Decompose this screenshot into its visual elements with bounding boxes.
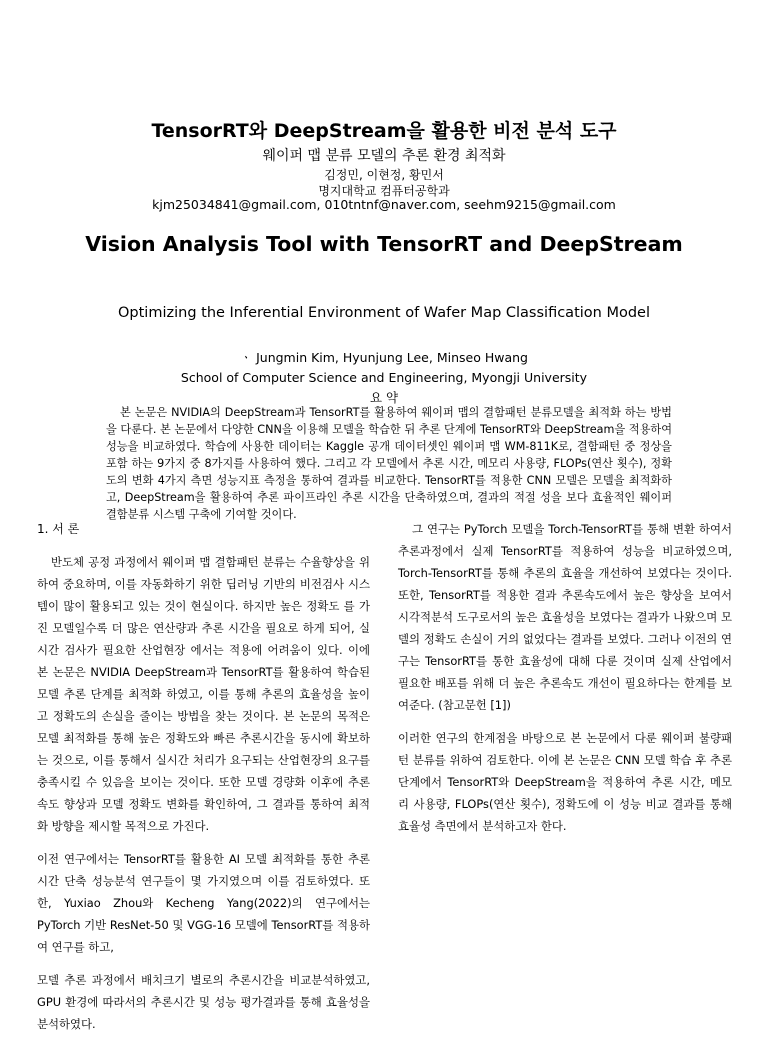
body-paragraph: 그 연구는 PyTorch 모델을 Torch-TensorRT를 통해 변환 하여서 추론과정에서 실제 TensorRT를 적용하여 성능을 비교하였으며, Torch-TensorRT를 통해 추론의 효율을 개선하여 보였다는 것이다. 또한, TensorRT를 적용한 결과 추론속도에서 높은 향상을 보여서 시각적분석 도구로서의 높은 효율성을 보였다는 결과가 나왔으며 모델의 정확도 손실이 거의 없었다는 결과를 보였다. 그러나 이전의 연구는 TensorRT를 통한 효율성에 대해 다룬 것이며 실제 산업에서 필요한 배포를 위해 더 높은 추론속도 개선이 필요하다는 한계를 보여준다. (참고문헌 [1]) bbox=[398, 522, 732, 712]
body-paragraph: 이전 연구에서는 TensorRT를 활용한 AI 모델 최적화를 통한 추론 시간 단축 성능분석 연구들이 몇 가지였으며 이를 검토하였다. 또한, Yuxiao Zhou와 Kecheng Yang(2022)의 연구에서는 PyTorch 기반 ResNet-50 및 VGG-16 모델에 TensorRT를 적용하여 연구를 하고, bbox=[37, 852, 370, 954]
body-paragraph: 이러한 연구의 한계점을 바탕으로 본 논문에서 다룬 웨이퍼 불량패턴 분류를 위하여 검토한다. 이에 본 논문은 CNN 모델 학습 후 추론 단계에서 TensorRT와 DeepStream을 적용하여 추론 시간, 메모리 사용량, FLOPs(연산 횟수), 정확도에 이 성능 비교 결과를 통해 효율성 측면에서 분석하고자 한다. bbox=[398, 731, 732, 833]
english-affiliation: School of Computer Science and Engineering, Myongji University bbox=[180, 370, 588, 385]
english-title: Vision Analysis Tool with TensorRT and DeepStream bbox=[85, 232, 683, 256]
korean-subtitle: 웨이퍼 맵 분류 모델의 추론 환경 최적화 bbox=[262, 148, 506, 164]
body-paragraph: 모델 추론 과정에서 배치크기 별로의 추론시간을 비교분석하였고, GPU 환경에 따라서의 추론시간 및 성능 평가결과를 통해 효율성을 분석하였다. bbox=[37, 973, 370, 1031]
right-column bbox=[398, 518, 732, 848]
korean-affiliation: 명지대학교 컴퓨터공학과 bbox=[318, 184, 450, 198]
korean-authors: 김정민, 이현정, 황민서 bbox=[324, 168, 444, 182]
body-paragraph: 반도체 공정 과정에서 웨이퍼 맵 결함패턴 분류는 수율향상을 위하여 중요하며, 이를 자동화하기 위한 딥러닝 기반의 비전검사 시스템이 많이 활용되고 있는 것이 현실이다. 하지만 높은 정확도 를 가진 모델일수록 더 많은 연산량과 추론 시간을 필요로 하게 되어, 실시간 검사가 필요한 산업현장 에서는 적용에 어려움이 있다. 이에 본 논문은 NVIDIA DeepStream과 TensorRT를 활용하여 학습된 모델 추론 단계를 최적화 하였고, 이를 통해 추론의 효율성을 높이고 정확도의 손실을 줄이는 방법을 찾는 것이다. 본 논문의 목적은 모델 최적화를 통해 높은 정확도와 빠른 추론시간을 동시에 확보하는 것으로, 이를 통해서 실시간 처리가 요구되는 산업현장의 요구를 충족시킬 수 있음을 보이는 것이다. 또한 모델 경량화 이후에 추론속도 향상과 모델 정확도 변화를 확인하여, 그 결과를 통하여 최적화 방향을 제시할 목적으로 가진다. bbox=[37, 555, 370, 833]
author-emails: kjm25034841@gmail.com, 010tntnf@naver.com, seehm9215@gmail.com bbox=[152, 197, 616, 212]
english-subtitle: Optimizing the Inferential Environment of Wafer Map Classification Model bbox=[118, 305, 650, 321]
abstract-text: 본 논문은 NVIDIA의 DeepStream과 TensorRT를 활용하여 웨이퍼 맵의 결함패턴 분류모델을 최적화 하는 방법을 다룬다. 본 논문에서 다양한 CNN을 이용해 모델을 학습한 뒤 추론 단계에 TensorRT와 DeepStream을 적용하여 성능을 비교하였다. 학습에 사용한 데이터는 Kaggle 공개 데이터셋인 웨이퍼 맵 WM-811K로, 결함패턴 중 정상을 포함 하는 9가지 중 8가지를 사용하여 했다. 그리고 각 모델에서 추론 시간, 메모리 사용량, FLOPs(연산 횟수), 정확도의 변화 4가지 측면 성능지표 측정을 통하여 결과를 비교한다. TensorRT를 적용한 CNN 모델은 모델을 최적화하고, DeepStream을 활용하여 추론 파이프라인 추론 시간을 단축하였으며, 결과의 적절 성을 보다 효율적인 웨이퍼 결함분류 시스템 구축에 기여할 것이다. bbox=[106, 406, 672, 521]
left-column bbox=[37, 518, 370, 1046]
korean-title: TensorRT와 DeepStream을 활용한 비전 분석 도구 bbox=[151, 120, 617, 142]
section-title-introduction: 1. 서 론 bbox=[37, 522, 80, 536]
abstract-heading: 요 약 bbox=[369, 390, 399, 405]
english-authors: ㆍ Jungmin Kim, Hyunjung Lee, Minseo Hwang bbox=[240, 350, 528, 365]
